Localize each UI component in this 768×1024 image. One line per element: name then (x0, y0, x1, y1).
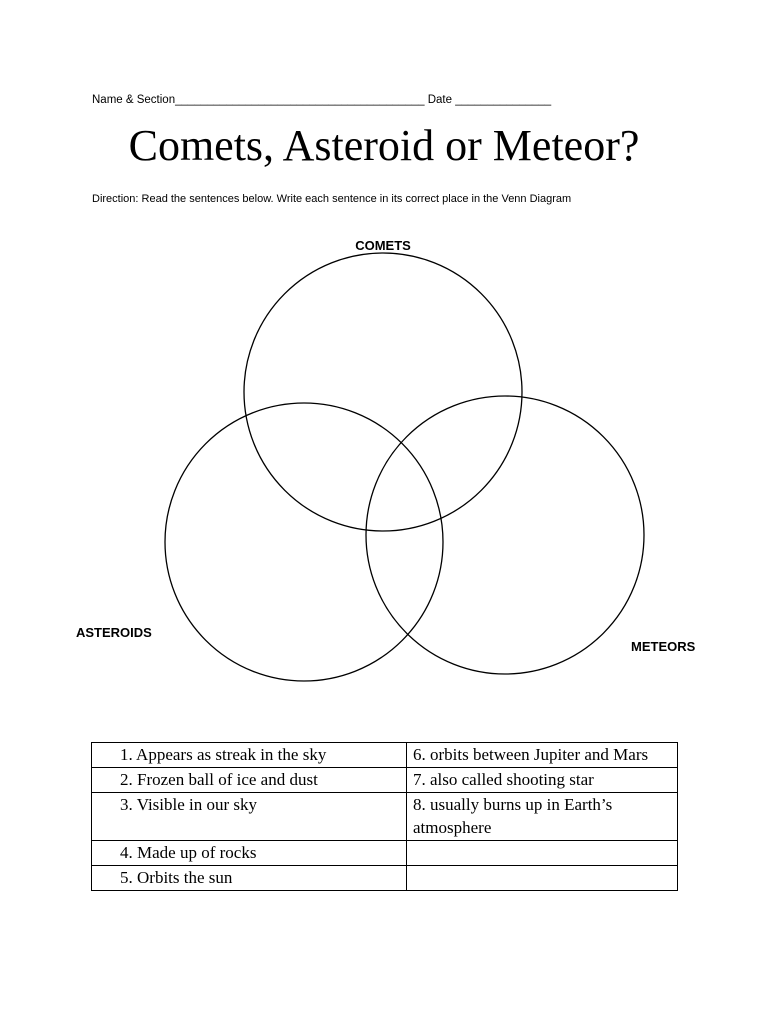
sentence-cell: 2. Frozen ball of ice and dust (92, 767, 407, 792)
meteors-label: METEORS (631, 639, 696, 654)
empty-cell (407, 841, 678, 866)
sentence-cell: 3. Visible in our sky (92, 792, 407, 841)
asteroids-circle (165, 403, 443, 681)
sentences-table (91, 742, 678, 891)
sentence-cell: 5. Orbits the sun (92, 865, 407, 890)
sentence-cell: 8. usually burns up in Earth’s atmosphere (407, 792, 678, 841)
worksheet-title: Comets, Asteroid or Meteor? (128, 121, 640, 170)
meteors-circle (366, 396, 644, 674)
table-row (92, 767, 678, 792)
sentence-cell: 7. also called shooting star (407, 767, 678, 792)
table-row (92, 865, 678, 890)
empty-cell (407, 865, 678, 890)
table-row (92, 743, 678, 768)
venn-diagram (0, 220, 768, 700)
sentence-cell: 1. Appears as streak in the sky (92, 743, 407, 768)
comets-label: COMETS (355, 238, 411, 253)
table-row (92, 792, 678, 841)
table-row (92, 841, 678, 866)
sentence-cell: 6. orbits between Jupiter and Mars (407, 743, 678, 768)
comets-circle (244, 253, 522, 531)
sentence-cell: 4. Made up of rocks (92, 841, 407, 866)
asteroids-label: ASTEROIDS (76, 625, 152, 640)
name-date-line: Name & Section_______________________________________ Date _______________ (92, 94, 552, 106)
directions-text: Direction: Read the sentences below. Write each sentence in its correct place in the Venn Diagram (92, 193, 572, 205)
